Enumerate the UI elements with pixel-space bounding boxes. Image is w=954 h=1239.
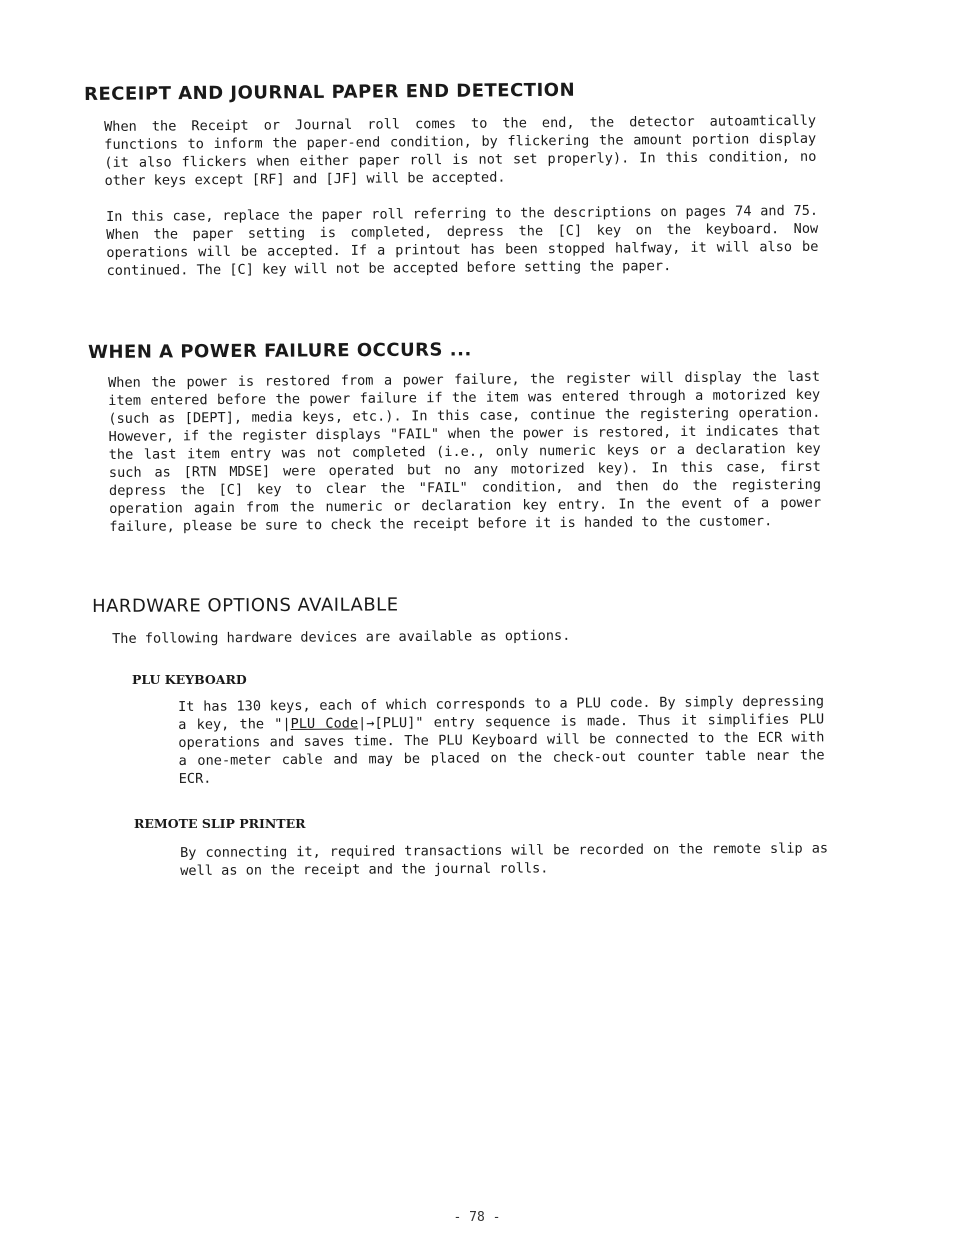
subheading-remote-slip-printer: REMOTE SLIP PRINTER [134,816,306,831]
heading-hardware-options: HARDWARE OPTIONS AVAILABLE [92,594,399,617]
paragraph-hardware-intro: The following hardware devices are available as options. [112,627,571,647]
subheading-plu-keyboard: PLU KEYBOARD [132,672,247,687]
paragraph-power-failure: When the power is restored from a power failure, the register will display the last item entered before the power failure if the item was entered through a motorized key (such as [DEPT], media keys, etc.). In this case, continue the registering operation. However, if the register displays "FAIL" when the power is restored, it indicates that the last item entry was not completed (i.e., only numeric keys or a declaration key such as [RTN MDSE] were operated but no any motorized key). In this case, first depress the [C] key to clear the "FAIL" condition, and then do the registering operation again from the numeric or declaration key entry. In the event of a power failure, please be sure to check the receipt before it is handed to the customer. [108,368,822,535]
heading-power-failure: WHEN A POWER FAILURE OCCURS ... [88,339,472,363]
paragraph-paper-end-2: In this case, replace the paper roll referring to the descriptions on pages 74 and 75. When the paper setting is completed, depress the [C] key on the keyboard. Now operations will be accepted. If a printout has been stopped halfway, it will also be continued. The [C] key will not be accepted before setting the paper. [106,202,819,279]
heading-paper-end-detection: RECEIPT AND JOURNAL PAPER END DETECTION [84,79,576,105]
paragraph-remote-slip-printer: By connecting it, required transactions will be recorded on the remote slip as well as on the receipt and the journal rolls. [180,840,829,879]
paragraph-paper-end-1: When the Receipt or Journal roll comes to the end, the detector autoamtically functions to inform the paper-end condition, by flickering the amount portion display (it also flickers when either paper roll is not set properly). In this condition, no other keys except [RF] and [JF] will be accepted. [104,112,817,189]
plu-keyboard-text-before: It has 130 keys, each of which corresponds to a PLU code. By simply depressing a key, the "| [178,693,825,733]
plu-code-underlined: PLU Code [290,715,359,733]
page-number: - 78 - [453,1210,501,1225]
plu-keyboard-text-after: |→[PLU]" entry sequence is made. Thus it simplifies PLU operations and saves time. The PLU Keyboard will be connected to the ECR with a one-meter cable and may be placed on the check-out counter table near the ECR. [178,711,825,787]
paragraph-plu-keyboard [178,692,825,788]
